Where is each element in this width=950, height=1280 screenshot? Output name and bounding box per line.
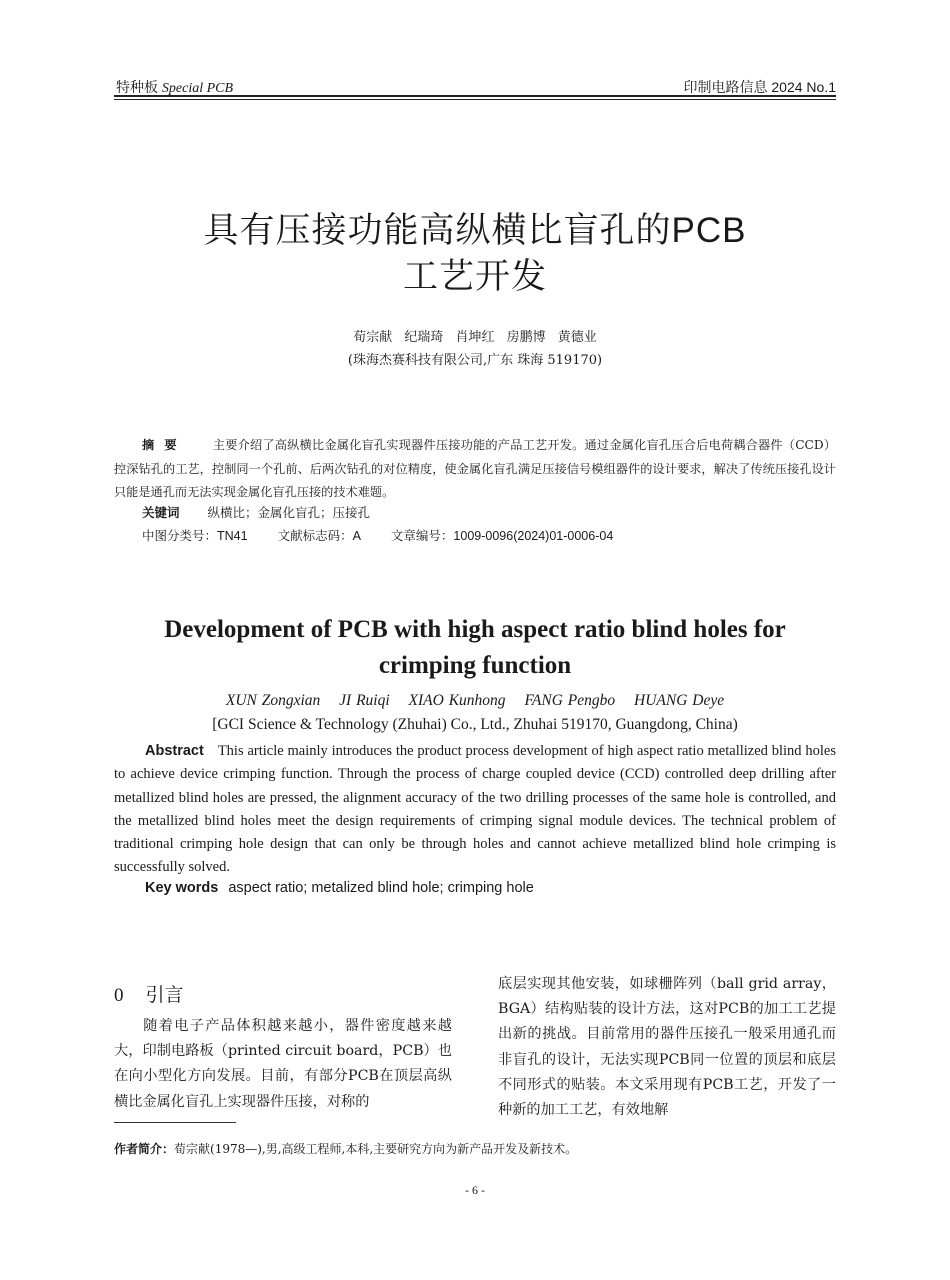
header-rule-thick xyxy=(114,95,836,97)
authors-zh: 荀宗献 纪瑞琦 肖坤红 房鹏博 黄德业 xyxy=(353,330,597,345)
keywords-en-text: aspect ratio; metalized blind hole; crimping hole xyxy=(228,880,534,896)
title-en xyxy=(114,612,836,684)
keywords-zh-label: 关键词 xyxy=(142,506,180,520)
title-en-line2: crimping function xyxy=(378,652,572,679)
running-header-right: 印制电路信息 2024 No.1 xyxy=(683,79,836,95)
author-en: HUANG Deye xyxy=(634,692,725,709)
abstract-en-text: This article mainly introduces the product process development of high aspect ratio metallized blind holes to achieve device crimping function. Through the process of charge coupled device (CCD) controlled deep drilling after metallized blind holes are pressed, the alignment accuracy of the two drilling processes of the same hole is controlled, and the metallized blind holes meet the design requirements of crimping signal module devices. The technical problem of traditional crimping hole design that can only be through holes and cannot achieve metallized blind hole crimping is successfully solved. xyxy=(114,743,836,876)
title-zh-line1: 具有压接功能高纵横比盲孔的PCB xyxy=(203,211,747,250)
journal-section-en: Special PCB xyxy=(161,81,234,96)
keywords-zh-text: 纵横比；金属化盲孔；压接孔 xyxy=(207,506,371,520)
article-number: 文章编号：1009-0096(2024)01-0006-04 xyxy=(390,529,614,543)
body-column-left xyxy=(114,1014,452,1115)
authors-en xyxy=(114,692,836,710)
classification-line xyxy=(142,526,643,544)
affiliation-zh: (珠海杰赛科技有限公司,广东 珠海 519170) xyxy=(347,353,603,368)
abstract-en-label: Abstract xyxy=(145,743,204,759)
keywords-en-label: Key words xyxy=(145,880,219,896)
header-rule-thin xyxy=(114,99,836,100)
affiliation-en: [GCI Science & Technology (Zhuhai) Co., Ltd., Zhuhai 519170, Guangdong, China) xyxy=(212,716,738,733)
body-left-text: 随着电子产品体积越来越小，器件密度越来越大，印制电路板（printed circuit board，PCB）也在向小型化方向发展。目前，有部分PCB在顶层高纵横比金属化盲孔上实现器件压接，对称的 xyxy=(114,1018,452,1110)
page-number: - 6 - xyxy=(465,1183,485,1197)
author-en: XUN Zongxian xyxy=(225,692,321,709)
keywords-en xyxy=(145,880,534,896)
author-footnote xyxy=(114,1140,577,1157)
author-en: XIAO Kunhong xyxy=(408,692,506,709)
keywords-zh xyxy=(142,503,370,521)
abstract-zh-label: 摘要 xyxy=(142,438,187,452)
abstract-zh-text: 主要介绍了高纵横比金属化盲孔实现器件压接功能的产品工艺开发。通过金属化盲孔压合后电荷耦合器件（CCD）控深钻孔的工艺，控制同一个孔前、后两次钻孔的对位精度，使金属化盲孔满足压接信号模组器件的设计要求，解决了传统压接孔设计只能是通孔而无法实现金属化盲孔压接的技术难题。 xyxy=(114,438,837,499)
author-en: FANG Pengbo xyxy=(524,692,616,709)
title-zh-line2: 工艺开发 xyxy=(402,257,547,296)
document-code: 文献标志码：A xyxy=(277,529,361,543)
footnote-label: 作者简介： xyxy=(114,1142,175,1156)
body-column-right: 底层实现其他安装，如球栅阵列（ball grid array，BGA）结构贴装的设计方法，这对PCB的加工工艺提出新的挑战。目前常用的器件压接孔一般采用通孔而非盲孔的设计，无法实现PCB同一位置的顶层和底层不同形式的贴装。本文采用现有PCB工艺，开发了一种新的加工工艺，有效地解 xyxy=(498,976,836,1119)
section-title: 引言 xyxy=(145,985,184,1006)
running-header-left xyxy=(116,77,233,97)
footnote-text: 荀宗献(1978—),男,高级工程师,本科,主要研究方向为新产品开发及新技术。 xyxy=(174,1142,578,1156)
section-heading xyxy=(114,980,184,1007)
journal-section-zh: 特种板 xyxy=(116,79,158,95)
abstract-zh xyxy=(114,434,836,505)
footnote-rule xyxy=(114,1122,236,1123)
clc-number: 中图分类号：TN41 xyxy=(142,529,248,543)
abstract-en xyxy=(114,740,836,880)
title-en-line1: Development of PCB with high aspect ratio blind holes for xyxy=(164,616,786,643)
section-number: 0 xyxy=(114,985,124,1006)
title-zh xyxy=(114,208,836,300)
author-en: JI Ruiqi xyxy=(339,692,390,709)
